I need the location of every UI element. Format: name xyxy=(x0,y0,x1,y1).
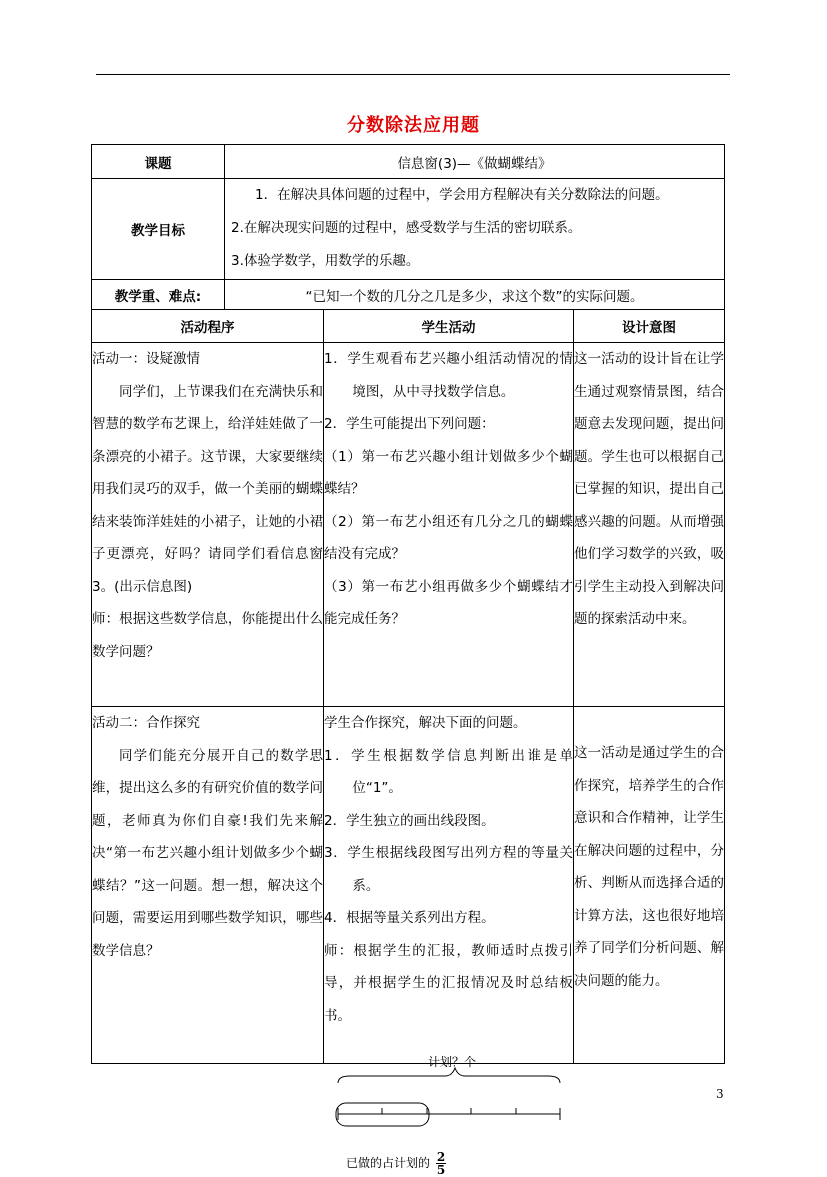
student-subitem: （3）第一布艺小组再做多少个蝴蝶结才能完成任务？ xyxy=(324,578,573,627)
activity-two-title: 活动二：合作探究 xyxy=(92,715,200,731)
activity-two-intent-text: 这一活动是通过学生的合作探究，培养学生的合作意识和合作精神，让学生在解决问题的过程中，分析、判断从而选择合适的计算方法，这也很好地培养了同学们分析问题、解决问题的能力。 xyxy=(574,745,725,989)
fraction xyxy=(436,1151,446,1176)
activity-one-teacher: 师：根据这些数学信息，你能提出什么数学问题？ xyxy=(92,611,323,660)
key-points-row xyxy=(92,280,725,310)
lesson-plan-table xyxy=(91,144,725,1064)
done-part-bracket xyxy=(336,1103,429,1126)
student-item: 3．学生根据线段图写出列方程的等量关系。 xyxy=(324,845,573,894)
student-item: 1．学生根据数学信息判断出谁是单位“1”。 xyxy=(324,747,573,796)
document-title: 分数除法应用题 xyxy=(347,115,480,136)
header-activity-procedure: 活动程序 xyxy=(92,310,324,343)
student-item: 2．学生独立的画出线段图。 xyxy=(324,812,495,829)
fraction-denominator: 5 xyxy=(436,1163,446,1177)
student-item: 1．学生观看布艺兴趣小组活动情况的情境图，从中寻找数学信息。 xyxy=(324,351,573,400)
goal-item: 2.在解决现实问题的过程中，感受数学与生活的密切联系。 xyxy=(231,220,582,236)
goal-item: 1．在解决具体问题的过程中，学会用方程解决有关分数除法的问题。 xyxy=(255,187,669,203)
activity-two-row xyxy=(92,707,725,1064)
student-subitem: （1）第一布艺兴趣小组计划做多少个蝴蝶结？ xyxy=(324,448,573,497)
header-design-intent: 设计意图 xyxy=(574,310,725,343)
activity-one-row xyxy=(92,343,725,707)
activity-two-student xyxy=(324,707,574,1064)
activity-two-intent xyxy=(574,707,725,1064)
key-points-label: 教学重、难点: xyxy=(92,280,225,310)
activity-one-procedure xyxy=(92,343,324,707)
topic-value: 信息窗(3)—《做蝴蝶结》 xyxy=(225,145,725,179)
activity-header-row xyxy=(92,310,725,343)
activity-one-student xyxy=(324,343,574,707)
activity-two-teacher: 师：根据学生的汇报，教师适时点拨引导，并根据学生的汇报情况及时总结板书。 xyxy=(324,942,573,1024)
student-item: 4．根据等量关系列出方程。 xyxy=(324,910,495,926)
goals-row xyxy=(92,179,725,280)
activity-one-body: 同学们，上节课我们在充满快乐和智慧的数学布艺课上，给洋娃娃做了一条漂亮的小裙子。这节课，大家要继续用我们灵巧的双手，做一个美丽的蝴蝶结来装饰洋娃娃的小裙子，让她的小裙子更漂亮，好吗？请同学们看信息窗3。(出示信息图) xyxy=(92,383,323,595)
diagram-bottom-text: 已做的占计划的 xyxy=(346,1156,431,1170)
key-points-value: “已知一个数的几分之几是多少，求这个数”的实际问题。 xyxy=(225,280,725,310)
goal-item: 3.体验学数学，用数学的乐趣。 xyxy=(231,253,420,269)
header-rule xyxy=(96,74,730,75)
header-student-activity: 学生活动 xyxy=(324,310,574,343)
topic-label: 课题 xyxy=(92,145,225,179)
total-brace xyxy=(338,1068,560,1083)
topic-row xyxy=(92,145,725,179)
goals-label: 教学目标 xyxy=(92,179,225,280)
activity-two-body: 同学们能充分展开自己的数学思维，提出这么多的有研究价值的数学问题，老师真为你们自豪!我们先来解决“第一布艺兴趣小组计划做多少个蝴蝶结？”这一问题。想一想，解决这个问题，需要运用到哪些数学知识，哪些数学信息？ xyxy=(92,747,323,959)
page-number: 3 xyxy=(716,1087,724,1101)
activity-two-procedure xyxy=(92,707,324,1064)
goals-cell xyxy=(225,179,725,280)
student-intro: 学生合作探究，解决下面的问题。 xyxy=(324,715,527,731)
student-subitem: （2）第一布艺小组还有几分之几的蝴蝶结没有完成？ xyxy=(324,513,573,562)
activity-one-intent: 这一活动的设计旨在让学生通过观察情景图，结合题意去发现问题，提出问题。学生也可以根据自己已掌握的知识，提出自己感兴趣的问题。从而增强他们学习数学的兴致，吸引学生主动投入到解决问题的探索活动中来。 xyxy=(574,343,725,707)
student-item: 2．学生可能提出下列问题： xyxy=(324,416,495,432)
fraction-numerator: 2 xyxy=(436,1150,446,1164)
diagram-top-label: 计划？个 xyxy=(428,1055,477,1069)
activity-one-title: 活动一：设疑激情 xyxy=(92,351,200,367)
diagram-bottom-label xyxy=(346,1151,446,1176)
